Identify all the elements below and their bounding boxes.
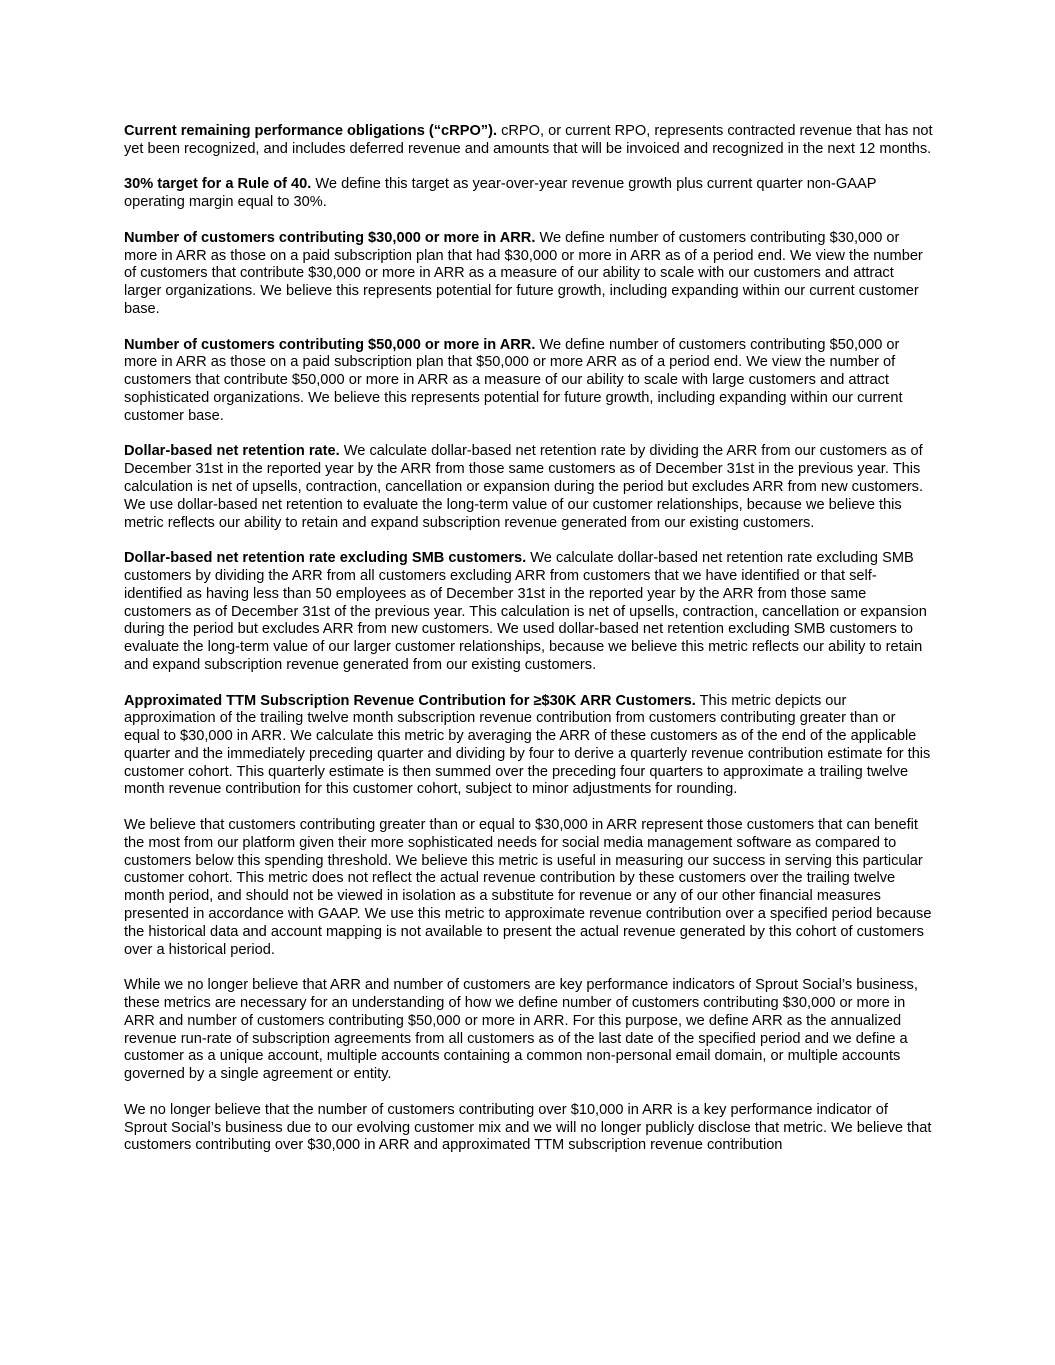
paragraph-customers-30k: [124, 230, 934, 319]
paragraph-text: We define this target as year-over-year revenue growth plus current quarter non-GAAP operating margin equal to 30%.: [124, 176, 877, 211]
paragraph-net-retention-ex-smb: [124, 550, 934, 675]
paragraph-10k-metric: [124, 1102, 934, 1155]
paragraph-text: We believe that customers contributing greater than or equal to $30,000 in ARR represent those customers that can benefit the most from our platform given their more sophisticated needs for social media management software as compared to customers below this spending threshold. We believe this metric is useful in measuring our success in serving this particular customer cohort. This metric does not reflect the actual revenue contribution by these customers over the trailing twelve month period, and should not be viewed in isolation as a substitute for revenue or any of our other financial measures presented in accordance with GAAP. We use this metric to approximate revenue contribution over a specified period because the historical data and account mapping is not available to present the actual revenue generated by this cohort of customers over a historical period.: [124, 817, 932, 958]
paragraph-text: We define number of customers contributing $30,000 or more in ARR as those on a paid subscription plan that had $30,000 or more in ARR as of a period end. We view the number of customers that contribute $30,000 or more in ARR as a measure of our ability to scale with our customers and attract larger organizations. We believe this represents potential for future growth, including expanding within our current customer base.: [124, 229, 923, 317]
paragraph-arr-definition: [124, 977, 934, 1084]
paragraph-term: Dollar-based net retention rate.: [124, 443, 340, 460]
paragraph-text: We calculate dollar-based net retention rate excluding SMB customers by dividing the ARR from all customers excluding ARR from customers that we have identified or that self-identified as having less than 50 employees as of December 31st in the reported year by the ARR from those same customers as of December 31st of the previous year. This calculation is net of upsells, contraction, cancellation or expansion during the period but excludes ARR from new customers. We used dollar-based net retention excluding SMB customers to evaluate the long-term value of our larger customer relationships, because we believe this metric reflects our ability to retain and expand subscription revenue generated from our existing customers.: [124, 550, 927, 673]
paragraph-term: Dollar-based net retention rate excluding SMB customers.: [124, 550, 527, 567]
paragraph-term: Approximated TTM Subscription Revenue Contribution for ≥$30K ARR Customers.: [124, 692, 696, 709]
paragraph-rule-of-40: [124, 176, 934, 212]
paragraph-term: 30% target for a Rule of 40.: [124, 176, 312, 193]
paragraph-customers-50k: [124, 337, 934, 426]
document-page: [124, 123, 934, 1155]
paragraph-term: Number of customers contributing $30,000 or more in ARR.: [124, 229, 536, 246]
paragraph-text: While we no longer believe that ARR and number of customers are key performance indicators of Sprout Social’s business, these metrics are necessary for an understanding of how we define number of customers contributing $30,000 or more in ARR and number of customers contributing $50,000 or more in ARR. For this purpose, we define ARR as the annualized revenue run-rate of subscription agreements from all customers as of the last date of the specified period and we define a customer as a unique account, multiple accounts containing a common non-personal email domain, or multiple accounts governed by a single agreement or entity.: [124, 977, 918, 1083]
paragraph-text: We define number of customers contributing $50,000 or more in ARR as those on a paid subscription plan that $50,000 or more ARR as of a period end. We view the number of customers that contribute $50,000 or more in ARR as a measure of our ability to scale with large customers and attract sophisticated organizations. We believe this represents potential for future growth, including expanding within our current customer base.: [124, 336, 903, 424]
paragraph-crpo: [124, 123, 934, 159]
paragraph-net-retention: [124, 443, 934, 532]
paragraph-cohort-benefit: [124, 817, 934, 959]
paragraph-text: We no longer believe that the number of customers contributing over $10,000 in ARR is a key performance indicator of Sprout Social’s business due to our evolving customer mix and we will no longer publicly disclose that metric. We believe that customers contributing over $30,000 in ARR and approximated TTM subscription revenue contribution: [124, 1101, 932, 1154]
paragraph-ttm-revenue: [124, 693, 934, 800]
paragraph-term: Number of customers contributing $50,000 or more in ARR.: [124, 336, 536, 353]
paragraph-term: Current remaining performance obligations (“cRPO”).: [124, 123, 498, 139]
paragraph-text: This metric depicts our approximation of the trailing twelve month subscription revenue contribution from customers contributing greater than or equal to $30,000 in ARR. We calculate this metric by averaging the ARR of these customers as of the end of the applicable quarter and the immediately preceding quarter and dividing by four to derive a quarterly revenue contribution estimate for this customer cohort. This quarterly estimate is then summed over the preceding four quarters to approximate a trailing twelve month revenue contribution for this customer cohort, subject to minor adjustments for rounding.: [124, 692, 931, 798]
paragraph-text: We calculate dollar-based net retention rate by dividing the ARR from our customers as of December 31st in the reported year by the ARR from those same customers as of December 31st in the previous year. This calculation is net of upsells, contraction, cancellation or expansion during the period but excludes ARR from new customers. We use dollar-based net retention to evaluate the long-term value of our customer relationships, because we believe this metric reflects our ability to retain and expand subscription revenue generated from our existing customers.: [124, 443, 924, 531]
paragraph-text: cRPO, or current RPO, represents contracted revenue that has not yet been recognized, and includes deferred revenue and amounts that will be invoiced and recognized in the next 12 months.: [124, 123, 933, 157]
